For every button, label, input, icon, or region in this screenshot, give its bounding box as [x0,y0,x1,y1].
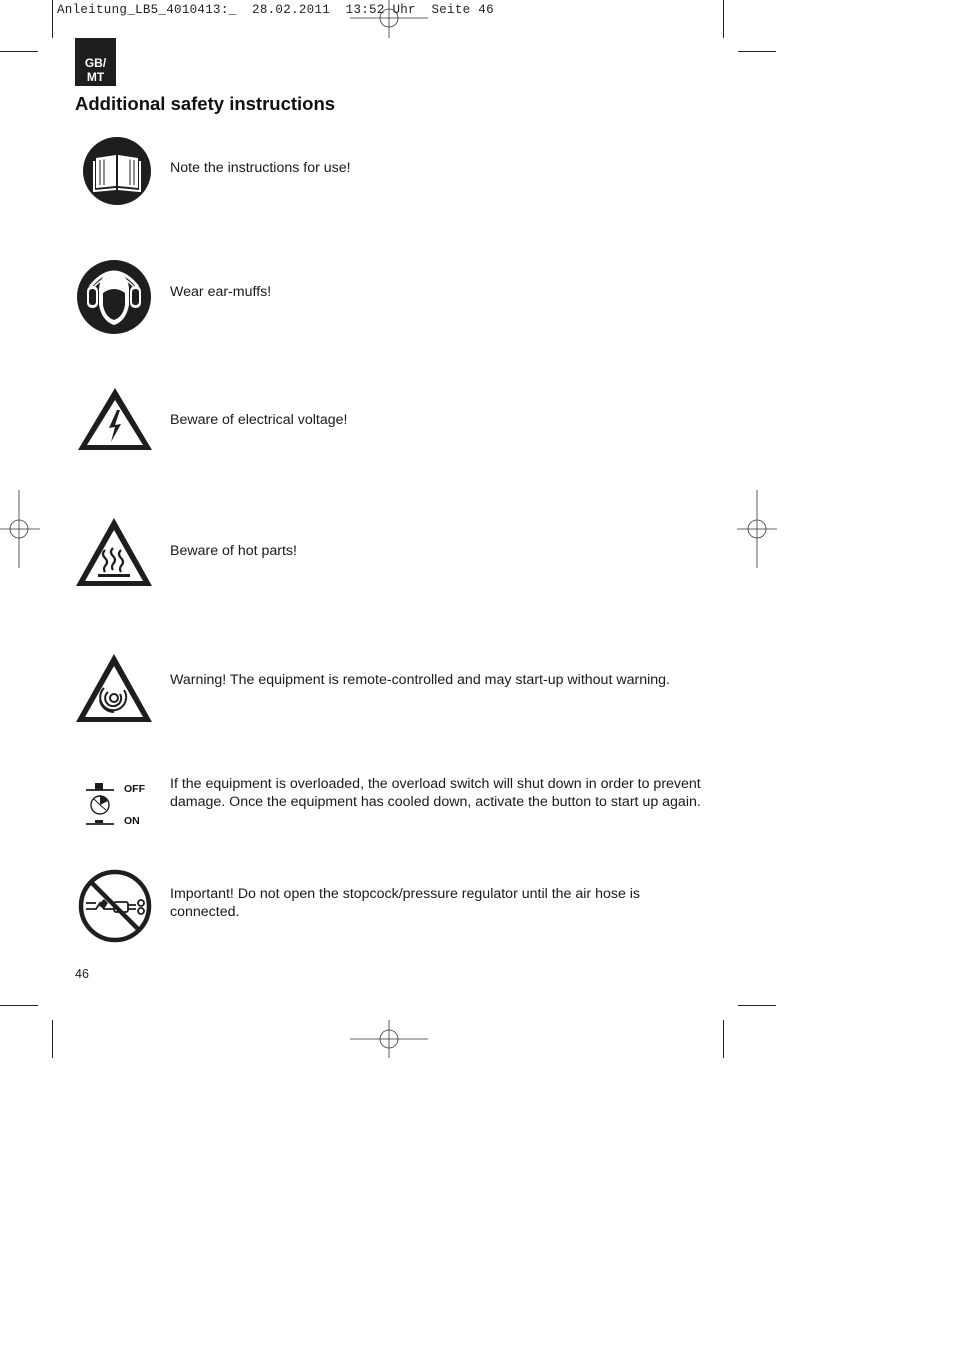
ear-muffs-icon [76,259,152,335]
hot-surface-warning-icon [74,516,154,588]
instruction-text: Beware of hot parts! [170,543,297,559]
no-stopcock-open-icon [78,869,152,943]
switch-off-label: OFF [124,783,145,795]
instruction-text: Wear ear-muffs! [170,284,272,300]
instruction-item [75,869,715,945]
page-title: Additional safety instructions [75,93,336,114]
instruction-text: Important! Do not open the stopcock/pressure regulator until the air hose is connected. [170,886,641,920]
crop-mark [723,1020,724,1058]
instruction-text: Note the instructions for use! [170,160,351,176]
registration-mark-icon [350,0,428,38]
switch-on-label: ON [124,815,140,827]
instruction-item [75,516,715,588]
instruction-item [75,136,715,208]
crop-mark [738,51,776,52]
electrical-voltage-warning-icon [76,385,154,453]
overload-switch-icon [86,781,116,829]
instruction-item [75,652,715,724]
instruction-text: If the equipment is overloaded, the overload switch will shut down in order to prevent damage. Once the equipment has cooled down, activate the button to start up again. [170,776,701,810]
language-badge-line1: GB/ [84,56,107,70]
crop-mark [723,0,724,38]
instruction-item [75,259,715,335]
instruction-text: Beware of electrical voltage! [170,412,348,428]
crop-mark [0,51,38,52]
remote-start-warning-icon [74,652,154,724]
print-header: Anleitung_LB5_4010413:_ 28.02.2011 13:52 Uhr Seite 46 [57,3,494,17]
registration-mark-icon [0,490,40,568]
crop-mark [738,1005,776,1006]
instruction-item [75,385,715,453]
book-icon [82,136,152,206]
page-number: 46 [75,967,89,981]
crop-mark [0,1005,38,1006]
registration-mark-icon [350,1020,428,1058]
registration-mark-icon [737,490,777,568]
language-badge-line2: MT [86,70,105,84]
instruction-item [75,776,715,832]
crop-mark [52,0,53,38]
instruction-text: Warning! The equipment is remote-controlled and may start-up without warning. [170,672,670,688]
language-badge [75,38,116,86]
crop-mark [52,1020,53,1058]
